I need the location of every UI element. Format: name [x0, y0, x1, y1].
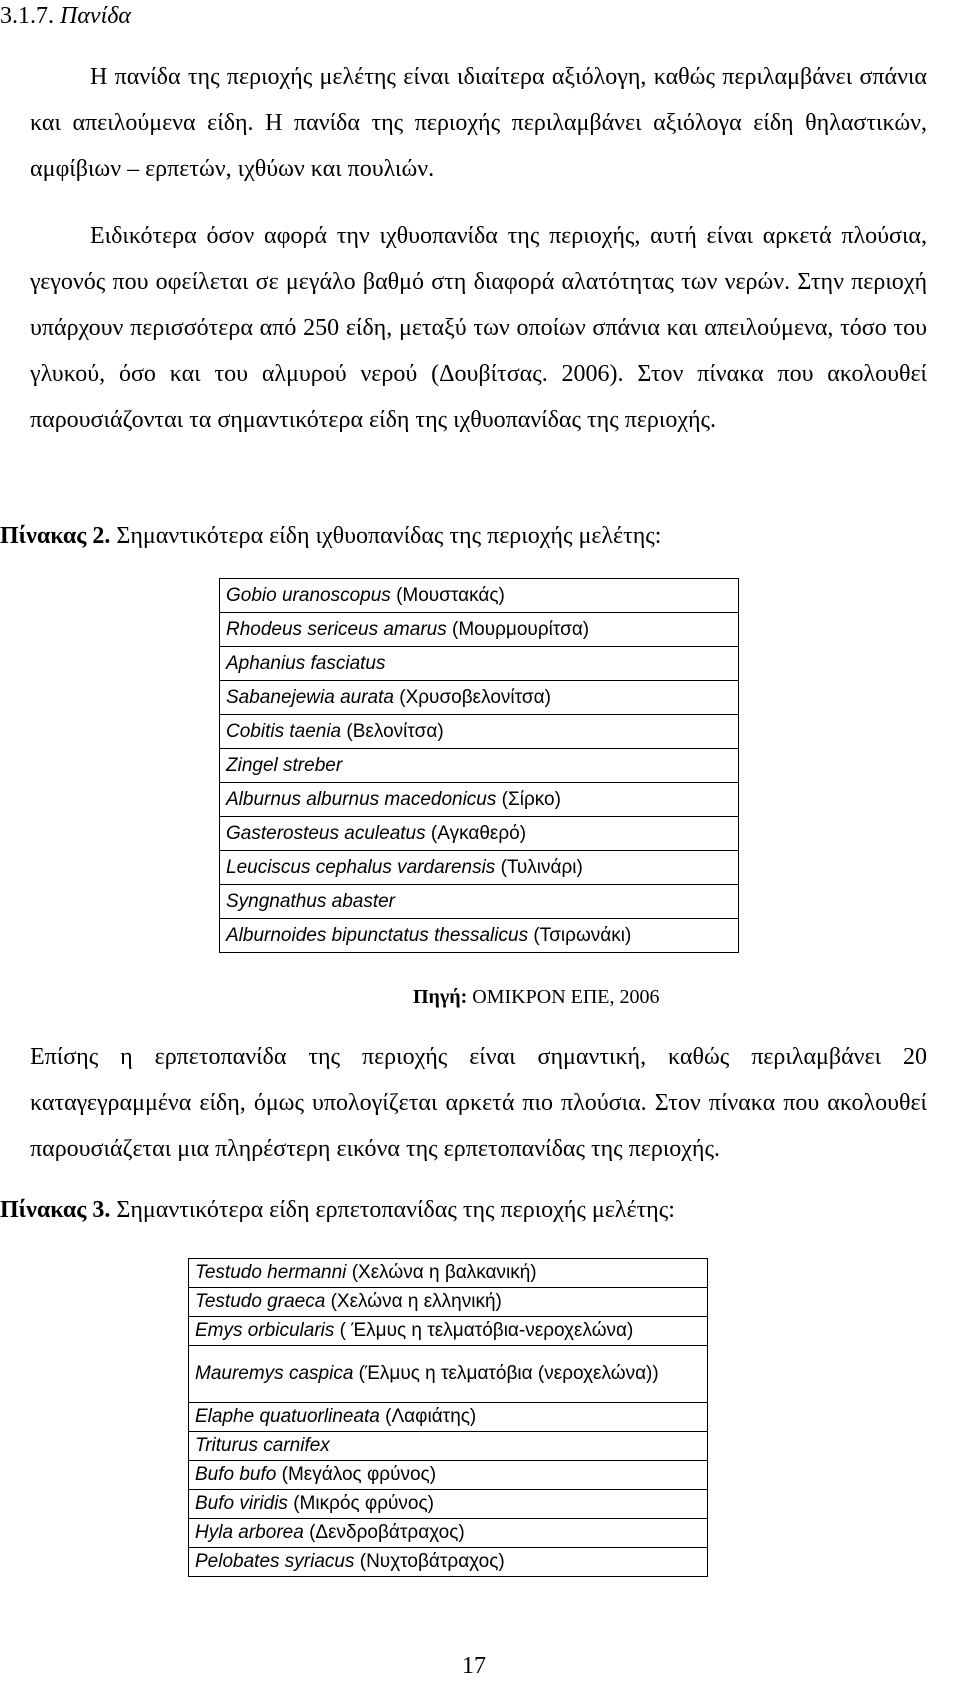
scientific-name: Aphanius fasciatus [226, 652, 386, 674]
scientific-name: Triturus carnifex [195, 1435, 330, 1456]
table-cell [220, 579, 739, 613]
table-row [220, 681, 739, 715]
paragraph-herpetofauna [30, 1034, 927, 1172]
scientific-name: Sabanejewia aurata [226, 686, 394, 708]
table-cell [220, 613, 739, 647]
table-row [189, 1490, 708, 1519]
table-cell [220, 681, 739, 715]
table-cell [189, 1346, 708, 1403]
table-cell [189, 1432, 708, 1461]
table-herpetofauna [188, 1258, 708, 1577]
table-row [189, 1432, 708, 1461]
scientific-name: Alburnus alburnus macedonicus [226, 788, 497, 810]
table-cell [189, 1490, 708, 1519]
common-name: (Αγκαθερό) [430, 822, 527, 844]
scientific-name: Hyla arborea [195, 1522, 304, 1543]
scientific-name: Leuciscus cephalus vardarensis [226, 856, 496, 878]
scientific-name: Elaphe quatuorlineata [195, 1406, 380, 1427]
common-name: (Βελονίτσα) [346, 720, 444, 742]
table-cell [189, 1519, 708, 1548]
table-cell [189, 1403, 708, 1432]
paragraph-ichthyofauna-text: Ειδικότερα όσον αφορά την ιχθυοπανίδα της περιοχής, αυτή είναι αρκετά πλούσια, γεγονός που οφείλεται σε μεγάλο βαθμό στη διαφορά αλατότητας των νερών. Στην περιοχή υπάρχουν περισσότερα από 250 είδη, μεταξύ των οποίων σπάνια και απειλούμενα, τόσο του γλυκού, όσο και του αλμυρού νερού (Δουβίτσας. 2006). Στον πίνακα που ακολουθεί παρουσιάζονται τα σημαντικότερα είδη της ιχθυοπανίδας της περιοχής. [30, 223, 927, 433]
common-name: (Χρυσοβελονίτσα) [399, 686, 551, 708]
table2-caption-text: Σημαντικότερα είδη ιχθυοπανίδας της περιοχής μελέτης: [116, 523, 662, 549]
common-name: (Χελώνα η ελληνική) [330, 1291, 502, 1312]
table-cell [220, 783, 739, 817]
table-row [189, 1548, 708, 1577]
table-row [189, 1519, 708, 1548]
common-name: (Νυχτοβάτραχος) [359, 1551, 505, 1572]
scientific-name: Zingel streber [226, 754, 343, 776]
common-name: (Τυλινάρι) [500, 856, 583, 878]
scientific-name: Testudo hermanni [195, 1262, 347, 1283]
table-row [220, 885, 739, 919]
scientific-name: Mauremys caspica [195, 1363, 354, 1384]
table-row [220, 783, 739, 817]
common-name: (Σίρκο) [501, 788, 561, 810]
source-text: ΟΜΙΚΡΟΝ ΕΠΕ, 2006 [472, 986, 660, 1008]
paragraph-fauna-intro [30, 54, 927, 192]
table-row [189, 1461, 708, 1490]
paragraph-fauna-intro-text: Η πανίδα της περιοχής μελέτης είναι ιδιαίτερα αξιόλογη, καθώς περιλαμβάνει σπάνια και απειλούμενα είδη. Η πανίδα της περιοχής περιλαμβάνει αξιόλογα είδη θηλαστικών, αμφίβιων – ερπετών, ιχθύων και πουλιών. [30, 64, 927, 182]
common-name: (Μουρμουρίτσα) [452, 618, 590, 640]
table-row [220, 851, 739, 885]
table-row [220, 749, 739, 783]
table3-caption-text: Σημαντικότερα είδη ερπετοπανίδας της περιοχής μελέτης: [116, 1197, 675, 1223]
common-name: (Έλμυς η τελματόβια (νεροχελώνα)) [358, 1363, 659, 1384]
table2-caption [0, 520, 661, 552]
table-row [220, 647, 739, 681]
page-number: 17 [462, 1653, 486, 1679]
paragraph-ichthyofauna [30, 213, 927, 443]
table-row [220, 919, 739, 953]
table-cell [189, 1259, 708, 1288]
table-cell [189, 1288, 708, 1317]
table-cell [220, 817, 739, 851]
scientific-name: Cobitis taenia [226, 720, 342, 742]
table-row [189, 1346, 708, 1403]
table2-label: Πίνακας 2. [0, 523, 111, 549]
table-cell [220, 851, 739, 885]
scientific-name: Testudo graeca [195, 1291, 326, 1312]
table-cell [189, 1461, 708, 1490]
common-name: (Δενδροβάτραχος) [309, 1522, 465, 1543]
table-row [220, 715, 739, 749]
table-row [220, 579, 739, 613]
section-heading [0, 0, 131, 32]
table-cell [189, 1548, 708, 1577]
scientific-name: Syngnathus abaster [226, 890, 396, 912]
scientific-name: Rhodeus sericeus amarus [226, 618, 447, 640]
table3-caption [0, 1194, 675, 1226]
table-cell [189, 1317, 708, 1346]
table-cell [220, 647, 739, 681]
table-row [189, 1288, 708, 1317]
table2-source [413, 986, 660, 1009]
table-row [189, 1259, 708, 1288]
common-name: (Τσιρωνάκι) [533, 924, 632, 946]
table-cell [220, 749, 739, 783]
common-name: ( Έλμυς η τελματόβια-νεροχελώνα) [339, 1320, 634, 1341]
scientific-name: Bufo viridis [195, 1493, 288, 1514]
scientific-name: Pelobates syriacus [195, 1551, 355, 1572]
table-cell [220, 919, 739, 953]
table-row [189, 1317, 708, 1346]
scientific-name: Bufo bufo [195, 1464, 277, 1485]
paragraph-herpetofauna-text: Επίσης η ερπετοπανίδα της περιοχής είναι σημαντική, καθώς περιλαμβάνει 20 καταγεγραμμένα είδη, όμως υπολογίζεται αρκετά πιο πλούσια. Στον πίνακα που ακολουθεί παρουσιάζεται μια πληρέστερη εικόνα της ερπετοπανίδας της περιοχής. [30, 1044, 927, 1162]
scientific-name: Gasterosteus aculeatus [226, 822, 426, 844]
scientific-name: Alburnoides bipunctatus thessalicus [226, 924, 529, 946]
table-row [220, 817, 739, 851]
common-name: (Μουστακάς) [396, 584, 505, 606]
source-label: Πηγή: [413, 986, 468, 1008]
scientific-name: Gobio uranoscopus [226, 584, 391, 606]
table-row [220, 613, 739, 647]
common-name: (Μικρός φρύνος) [293, 1493, 434, 1514]
common-name: (Μεγάλος φρύνος) [281, 1464, 437, 1485]
common-name: (Λαφιάτης) [385, 1406, 477, 1427]
table-row [189, 1403, 708, 1432]
table-ichthyofauna [219, 578, 739, 953]
scientific-name: Emys orbicularis [195, 1320, 335, 1341]
table-cell [220, 885, 739, 919]
section-title: Πανίδα [60, 3, 132, 29]
table-cell [220, 715, 739, 749]
section-number: 3.1.7. [0, 3, 54, 29]
table3-label: Πίνακας 3. [0, 1197, 111, 1223]
common-name: (Χελώνα η βαλκανική) [351, 1262, 537, 1283]
